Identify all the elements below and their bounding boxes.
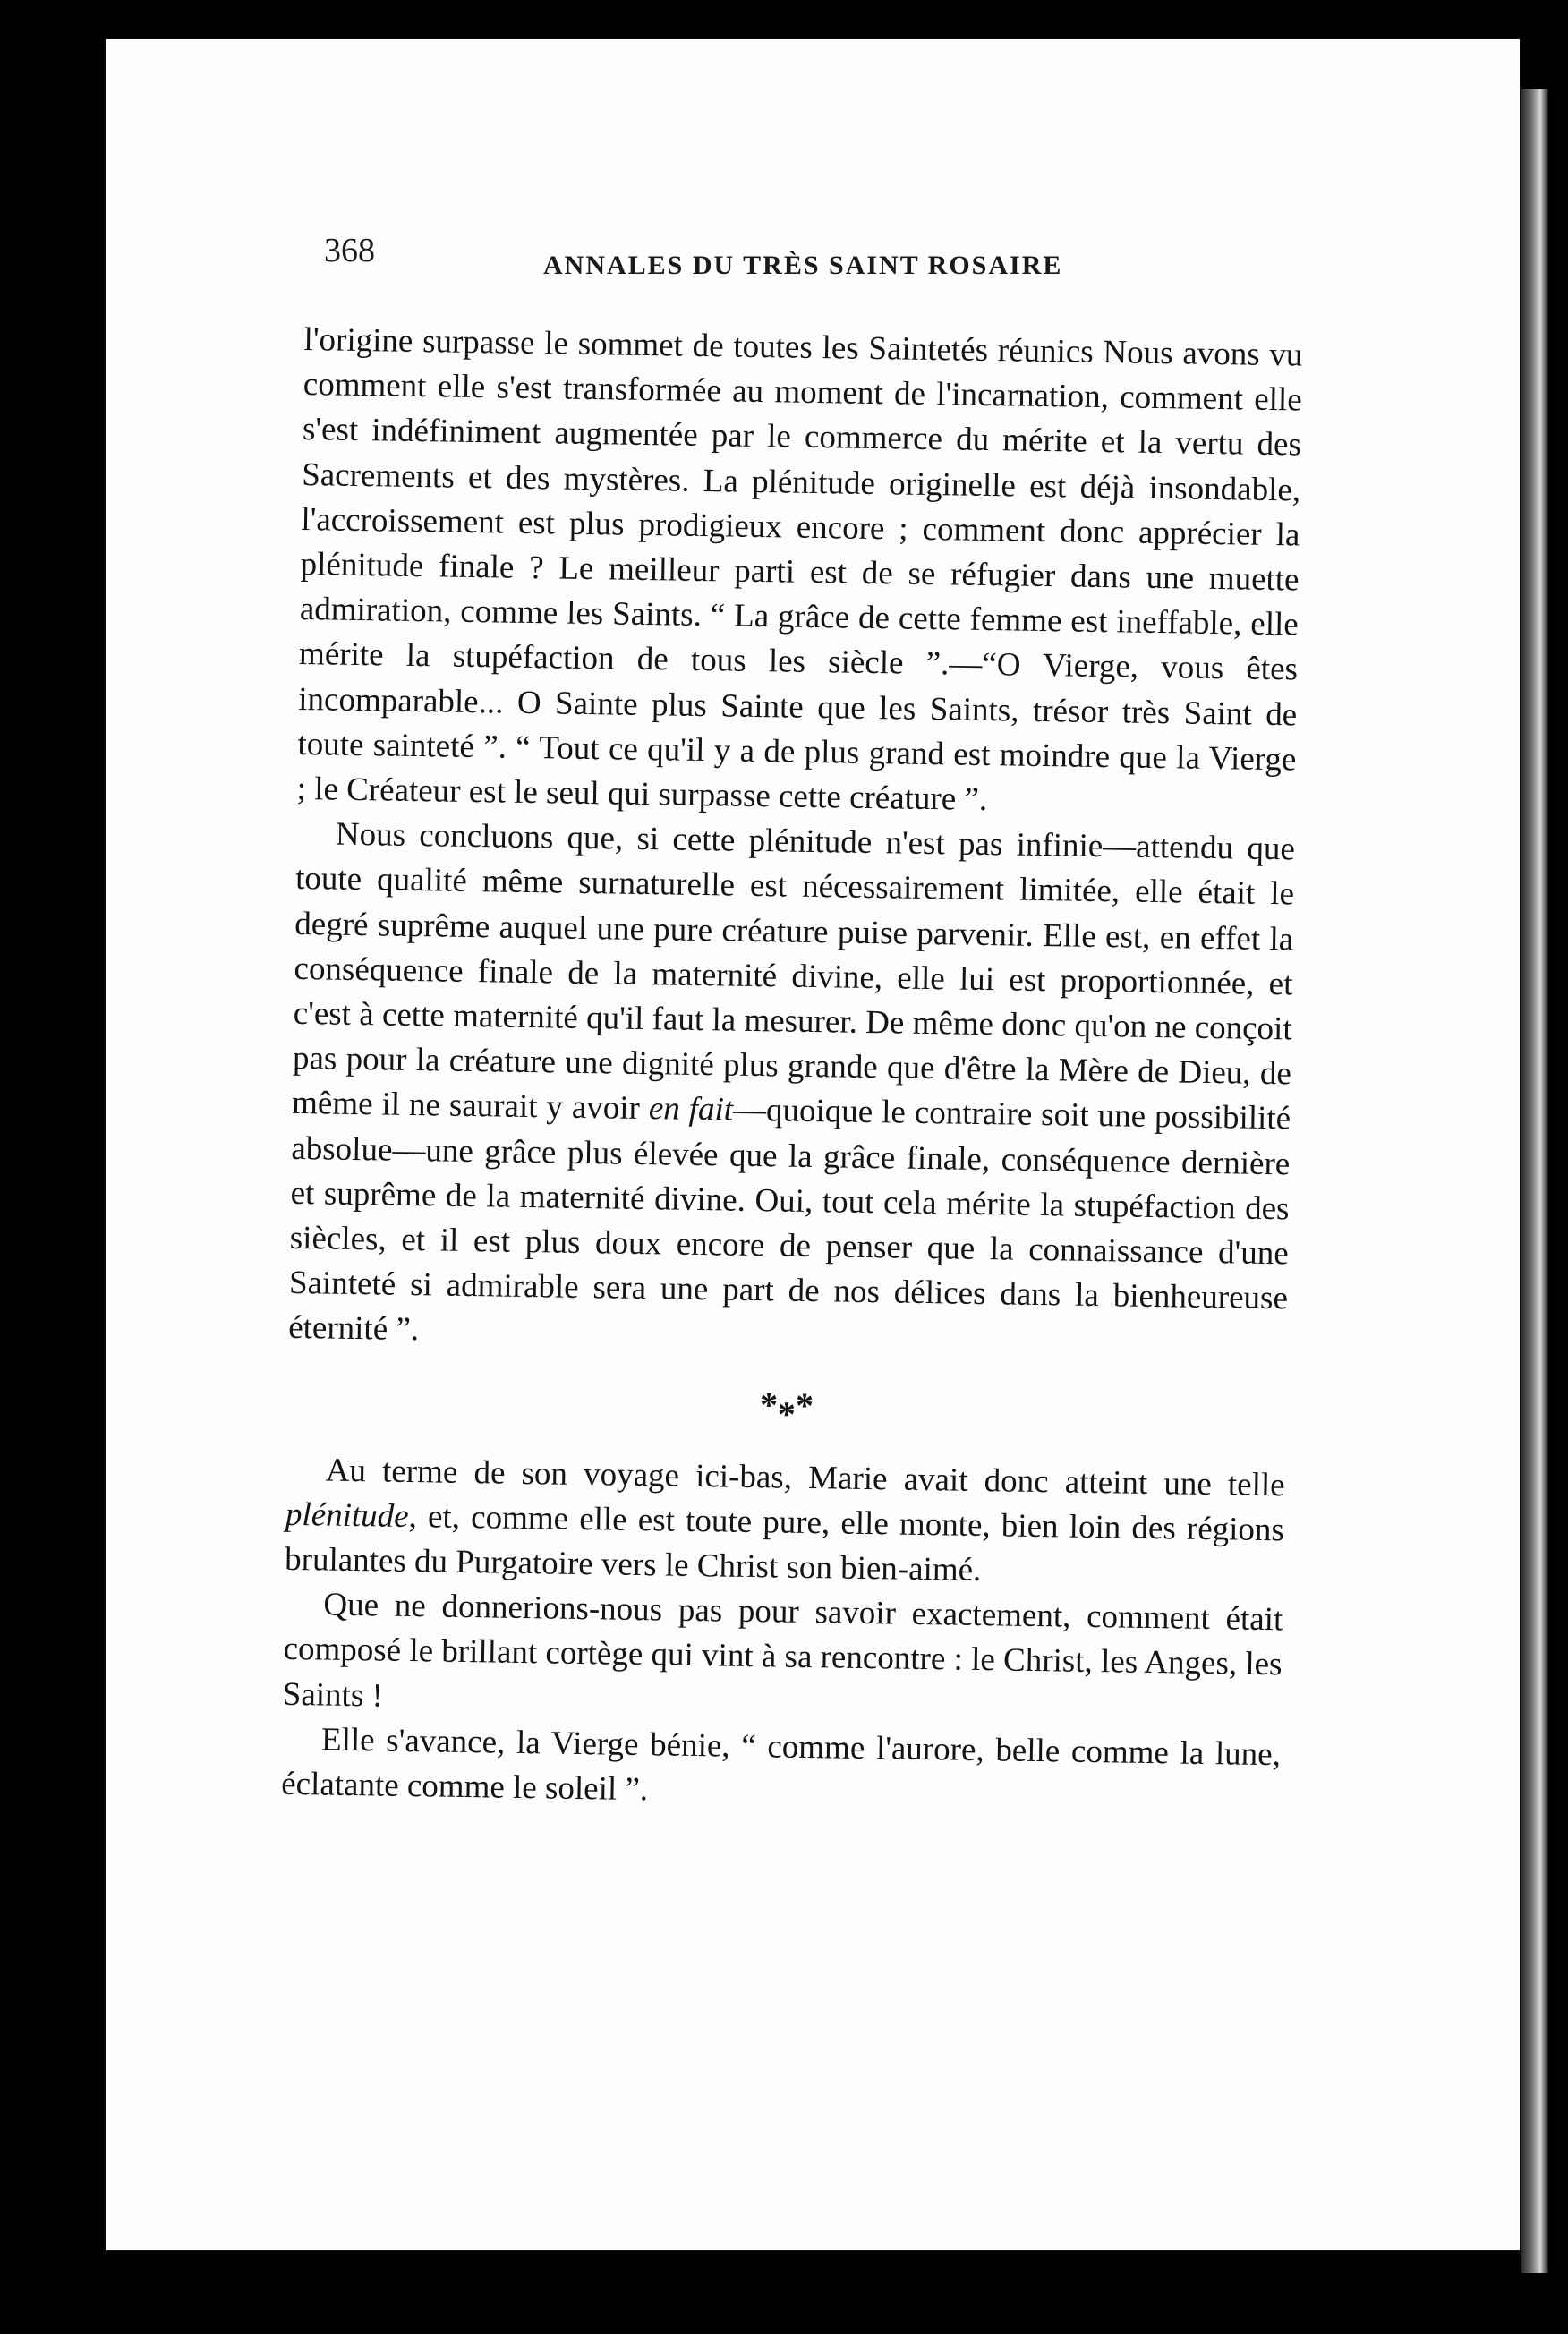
paragraph-3-italic: plénitude — [285, 1495, 409, 1535]
body-text — [281, 318, 1303, 1823]
paragraph-2 — [288, 812, 1295, 1367]
page-number: 368 — [324, 232, 375, 269]
running-title: ANNALES DU TRÈS SAINT ROSAIRE — [543, 251, 1063, 280]
paragraph-4: Que ne donnerions-nous pas pour savoir exactement, comment était composé le brillant cortège qui vint à sa rencontre : le Christ, les Anges, les Saints ! — [282, 1586, 1283, 1715]
paragraph-2-part-2: —quoique le contraire soit une possibilité absolue—une grâce plus élevée que la grâce finale, conséquence dernière et suprême de la maternité divine. Oui, tout cela mérite la stupéfaction des siècles, et il est plus doux encore de penser que la connaissance d'une Sainteté si admirable sera une part de nos délices dans la bienheureuse éternité ”. — [287, 1092, 1291, 1349]
paragraph-5: Elle s'avance, la Vierge bénie, “ comme l'aurore, belle comme la lune, éclatante comme le soleil ”. — [280, 1721, 1282, 1809]
paragraph-3-part-1: Au terme de son voyage ici-bas, Marie avait donc atteint une telle — [325, 1452, 1285, 1504]
page-edge — [1521, 89, 1548, 2273]
paragraph-3 — [285, 1448, 1285, 1598]
asterism-divider — [287, 1371, 1287, 1441]
paragraph-3-part-2: , et, comme elle est toute pure, elle monte, bien loin des régions brulantes du Purgatoire vers le Christ son bien-aimé. — [284, 1497, 1285, 1589]
asterism-star-left: * — [759, 1384, 779, 1426]
page-header — [324, 231, 1129, 285]
paragraph-2-part-1: Nous concluons que, si cette plénitude n'est pas infinie—attendu que toute qualité même surnaturelle est nécessairement limitée, elle était le degré suprême auquel une pure créature puise parvenir. Elle est, en effet la conséquence finale de la maternité divine, elle lui est proportionnée, et c'est à cette maternité qu'il faut la mesurer. De même donc qu'on ne conçoit pas pour la créature une dignité plus grande que d'être la Mère de Dieu, de même il ne saurait y avoir — [291, 815, 1296, 1128]
asterism-star-right: * — [795, 1384, 814, 1426]
asterism-star-middle: * — [777, 1393, 797, 1435]
paragraph-2-italic: en fait — [648, 1090, 734, 1129]
paragraph-1: l'origine surpasse le sommet de toutes les Saintetés réunics Nous avons vu comment elle s'est transformée au moment de l'incarnation, comment elle s'est indéfiniment augmentée par le commerce du mérite et la vertu des Sacrements et des mystères. La plénitude originelle est déjà insondable, l'accroissement est plus prodigieux encore ; comment donc apprécier la plénitude finale ? Le meilleur parti est de se réfugier dans une muette admiration, comme les Saints. “ La grâce de cette femme est ineffable, elle mérite la stupéfaction de tous les siècle ”.—“O Vierge, vous êtes incomparable... O Sainte plus Sainte que les Saints, trésor très Saint de toute sainteté ”. “ Tout ce qu'il y a de plus grand est moindre que la Vierge ; le Créateur est le seul qui surpasse cette créature ”. — [296, 320, 1303, 819]
